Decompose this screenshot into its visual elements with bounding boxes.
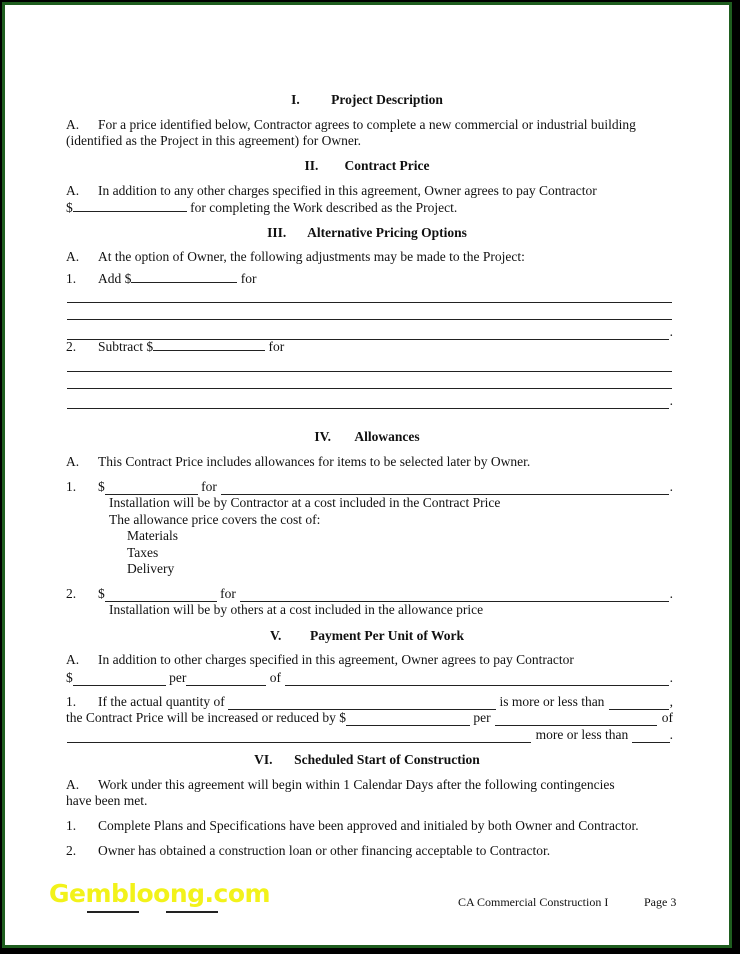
paragraph (66, 710, 673, 726)
section-number: IV. (314, 429, 332, 444)
text: $ (98, 479, 105, 494)
blank-field[interactable] (131, 270, 237, 283)
text: have been met. (66, 793, 148, 808)
text: . (669, 393, 673, 408)
para-label: A. (66, 777, 80, 792)
text: more or less than (535, 727, 629, 742)
item-number: 1. (66, 818, 77, 833)
item-number: 1. (66, 271, 77, 286)
watermark-logo (49, 879, 270, 908)
text: . (669, 479, 673, 494)
text: $ (66, 670, 73, 685)
cost-item: Materials (127, 528, 178, 543)
section-number: VI. (254, 752, 273, 767)
text: for (220, 586, 236, 601)
section-heading-1 (5, 92, 729, 108)
section-title: Allowances (354, 429, 420, 444)
blank-line[interactable] (66, 307, 673, 320)
text: per (473, 710, 491, 725)
section-number: II. (304, 158, 319, 173)
section-heading-5 (5, 628, 729, 644)
section-title: Project Description (331, 92, 443, 107)
blank-field[interactable] (186, 673, 266, 686)
text: Owner has obtained a construction loan or other financing acceptable to Contractor. (98, 843, 551, 858)
text: . (669, 670, 673, 685)
blank-field[interactable] (105, 482, 198, 495)
list-item (66, 270, 257, 287)
section-heading-6 (5, 752, 729, 768)
item-number: 1. (66, 479, 77, 494)
watermark-text: Gembloong.com (49, 879, 271, 908)
para-label: A. (66, 652, 80, 667)
paragraph (66, 652, 574, 668)
item-number: 2. (66, 586, 77, 601)
text: . (669, 324, 673, 339)
blank-line[interactable] (66, 376, 673, 389)
text: $ (66, 200, 73, 215)
para-label: A. (66, 249, 80, 264)
text: $ (98, 586, 105, 601)
section-number: I. (291, 92, 300, 107)
blank-field[interactable] (285, 673, 668, 686)
section-title: Alternative Pricing Options (307, 225, 467, 240)
text: the Contract Price will be increased or reduced by $ (66, 710, 347, 725)
text: is more or less than (499, 694, 605, 709)
paragraph (66, 777, 615, 793)
item-number: 1. (66, 694, 77, 709)
text: This Contract Price includes allowances for items to be selected later by Owner. (98, 454, 531, 469)
text: The allowance price covers the cost of: (109, 512, 321, 527)
text: for (201, 479, 217, 494)
section-heading-4 (5, 429, 729, 445)
text: For a price identified below, Contractor agrees to complete a new commercial or industrial building (98, 117, 636, 132)
text: Installation will be by others at a cost included in the allowance price (109, 602, 484, 617)
text: of (661, 710, 673, 725)
text: for (240, 271, 257, 286)
blank-field[interactable] (240, 589, 668, 602)
text: Work under this agreement will begin within 1 Calendar Days after the following contingencies (98, 777, 615, 792)
blank-line[interactable] (66, 290, 673, 303)
list-item (66, 818, 639, 834)
section-heading-3 (5, 225, 729, 241)
blank-field[interactable] (228, 697, 496, 710)
blank-field[interactable] (609, 697, 669, 710)
para-label: A. (66, 117, 80, 132)
text: In addition to other charges specified in this agreement, Owner agrees to pay Contractor (98, 652, 574, 667)
blank-field[interactable] (346, 713, 470, 726)
blank-field[interactable] (495, 713, 657, 726)
list-item (66, 338, 284, 355)
blank-field[interactable] (153, 338, 265, 351)
text: , (669, 694, 673, 709)
text: of (269, 670, 281, 685)
blank-line[interactable] (66, 393, 673, 409)
text: for (268, 339, 285, 354)
text: . (669, 586, 673, 601)
document-page (2, 2, 732, 948)
list-item (66, 586, 673, 602)
paragraph (66, 454, 530, 470)
paragraph (66, 183, 597, 199)
text: Subtract $ (98, 339, 154, 354)
text: (identified as the Project in this agreement) for Owner. (66, 133, 362, 148)
para-label: A. (66, 454, 80, 469)
blank-field[interactable] (632, 730, 670, 743)
paragraph (66, 249, 525, 265)
section-title: Contract Price (344, 158, 430, 173)
text: for completing the Work described as the Project. (190, 200, 458, 215)
item-number: 2. (66, 339, 77, 354)
text: . (669, 727, 673, 742)
text: In addition to any other charges specified in this agreement, Owner agrees to pay Contractor (98, 183, 597, 198)
blank-field[interactable] (73, 199, 187, 212)
footer-page-number: Page 3 (644, 895, 677, 909)
footer-document-title: CA Commercial Construction I (458, 895, 609, 909)
text: per (169, 670, 187, 685)
para-label: A. (66, 183, 80, 198)
text: At the option of Owner, the following adjustments may be made to the Project: (98, 249, 525, 264)
paragraph (66, 727, 673, 743)
blank-field[interactable] (105, 589, 217, 602)
list-item (66, 694, 673, 710)
section-number: III. (267, 225, 287, 240)
list-item (66, 479, 673, 495)
blank-field[interactable] (73, 673, 166, 686)
blank-line[interactable] (66, 359, 673, 372)
cost-item: Delivery (127, 561, 175, 576)
cost-item: Taxes (127, 545, 159, 560)
section-heading-2 (5, 158, 729, 174)
paragraph (66, 117, 636, 133)
item-number: 2. (66, 843, 77, 858)
text: If the actual quantity of (98, 694, 225, 709)
text: Installation will be by Contractor at a cost included in the Contract Price (109, 495, 501, 510)
section-number: V. (270, 628, 282, 643)
text: Add $ (98, 271, 132, 286)
text: Complete Plans and Specifications have been approved and initialed by both Owner and Contractor. (98, 818, 639, 833)
paragraph (66, 199, 457, 216)
blank-field[interactable] (67, 730, 531, 743)
blank-field[interactable] (221, 482, 668, 495)
section-title: Scheduled Start of Construction (294, 752, 480, 767)
list-item (66, 843, 550, 859)
paragraph (66, 670, 673, 686)
section-title: Payment Per Unit of Work (310, 628, 464, 643)
